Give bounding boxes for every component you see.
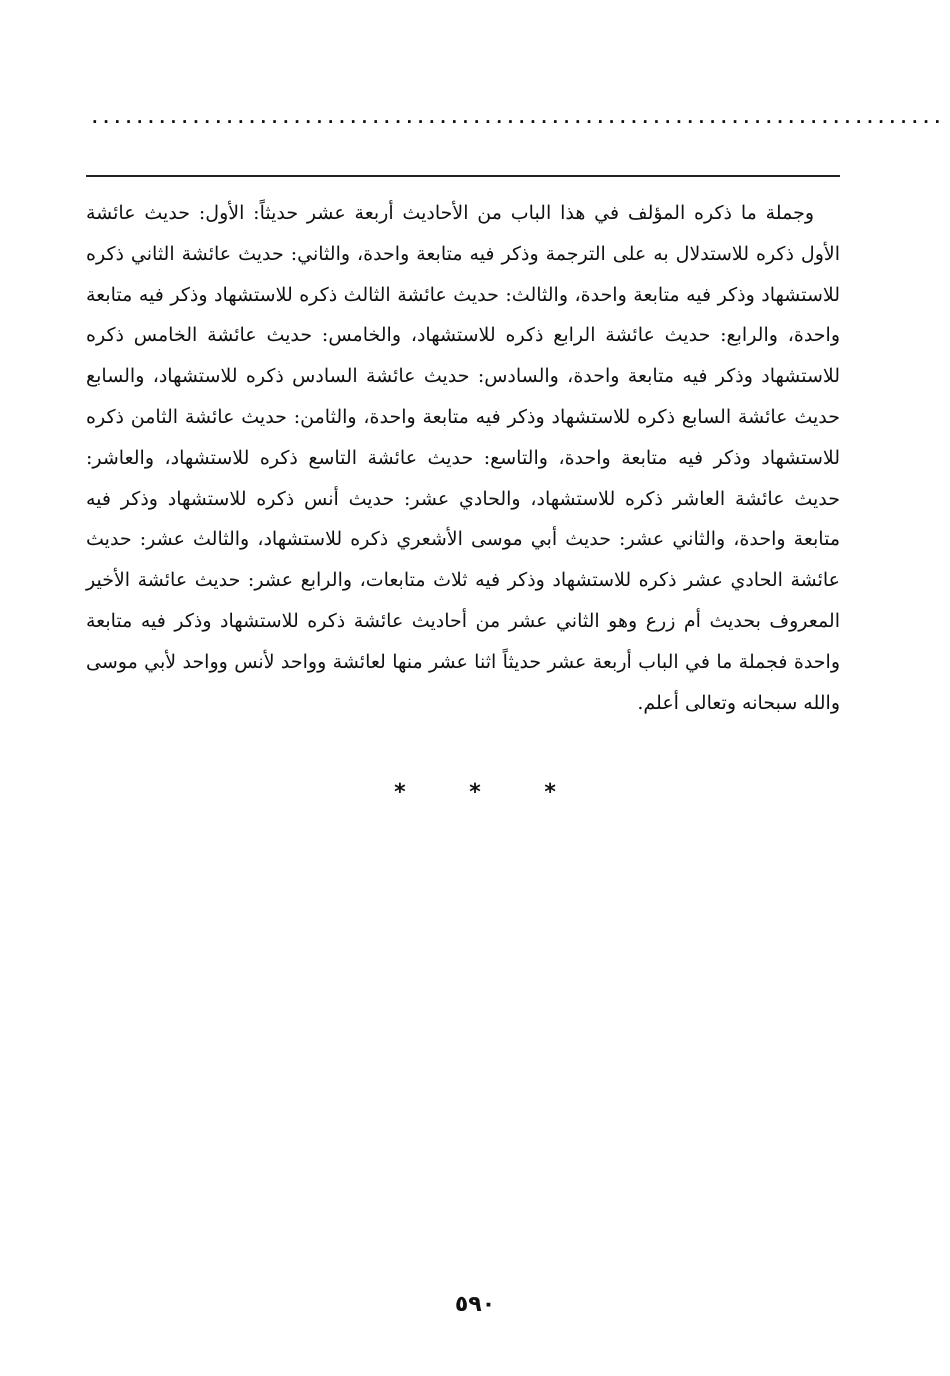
horizontal-rule — [86, 175, 840, 177]
page-number: ٥٩٠ — [454, 1292, 496, 1317]
section-end-asterisks: * * * — [394, 780, 584, 805]
dotted-separator: ............................................................................ — [90, 108, 944, 127]
main-paragraph: وجملة ما ذكره المؤلف في هذا الباب من الأحاديث أربعة عشر حديثاً: الأول: حديث عائشة الأول ذكره للاستدلال به على الترجمة وذكر فيه متابعة واحدة، والثاني: حديث عائشة الثاني ذكره للاستشهاد وذكر فيه متابعة واحدة، والثالث: حديث عائشة الثالث ذكره للاستشهاد وذكر فيه متابعة واحدة، والرابع: حديث عائشة الرابع ذكره للاستشهاد، والخامس: حديث عائشة الخامس ذكره للاستشهاد وذكر فيه متابعة واحدة، والسادس: حديث عائشة السادس ذكره للاستشهاد، والسابع حديث عائشة السابع ذكره للاستشهاد وذكر فيه متابعة واحدة، والثامن: حديث عائشة الثامن ذكره للاستشهاد وذكر فيه متابعة واحدة، والتاسع: حديث عائشة التاسع ذكره للاستشهاد، والعاشر: حديث عائشة العاشر ذكره للاستشهاد، والحادي عشر: حديث أنس ذكره للاستشهاد وذكر فيه متابعة واحدة، والثاني عشر: حديث أبي موسى الأشعري ذكره للاستشهاد، والثالث عشر: حديث عائشة الحادي عشر ذكره للاستشهاد وذكر فيه ثلاث متابعات، والرابع عشر: حديث عائشة الأخير المعروف بحديث أم زرع وهو الثاني عشر من أحاديث عائشة ذكره للاستشهاد وذكر فيه متابعة واحدة فجملة ما في الباب أربعة عشر حديثاً اثنا عشر منها لعائشة وواحد لأنس وواحد لأبي موسى والله سبحانه وتعالى أعلم. — [86, 202, 840, 714]
body-text — [86, 193, 840, 723]
